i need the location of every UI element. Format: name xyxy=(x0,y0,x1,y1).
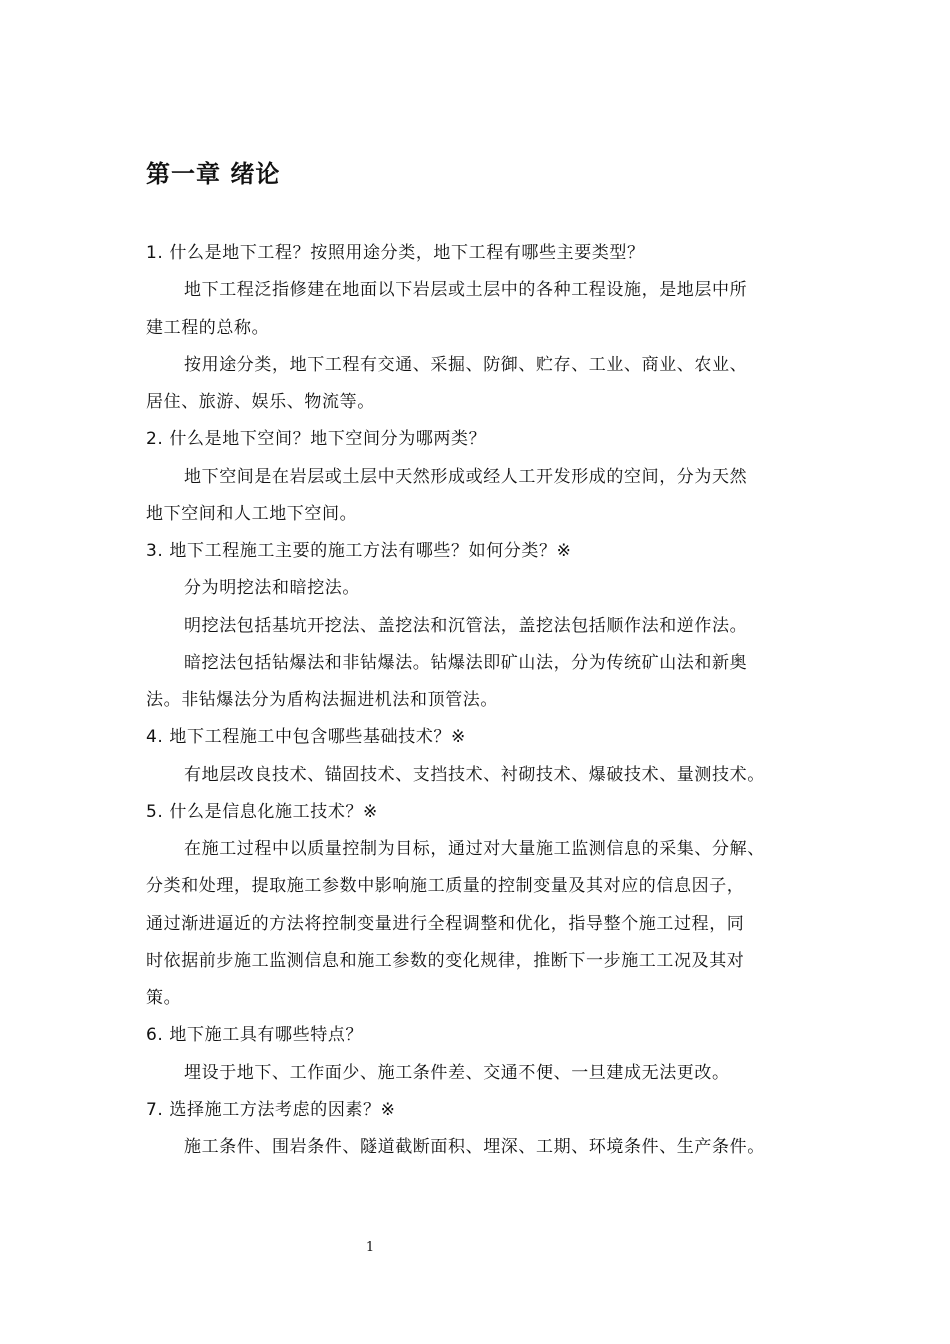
question-7: 7. 选择施工方法考虑的因素？※ xyxy=(146,1100,396,1120)
answer-2-line-2: 地下空间和人工地下空间。 xyxy=(146,504,358,524)
answer-5-line-3: 通过渐进逼近的方法将控制变量进行全程调整和优化，指导整个施工过程，同 xyxy=(146,914,745,934)
answer-3-line-3: 暗挖法包括钻爆法和非钻爆法。钻爆法即矿山法，分为传统矿山法和新奥 xyxy=(184,653,748,673)
question-4: 4. 地下工程施工中包含哪些基础技术？※ xyxy=(146,727,466,747)
answer-4-line-1: 有地层改良技术、锚固技术、支挡技术、衬砌技术、爆破技术、量测技术。 xyxy=(184,765,765,785)
answer-1-line-3: 按用途分类，地下工程有交通、采掘、防御、贮存、工业、商业、农业、 xyxy=(184,355,748,375)
answer-1-line-1: 地下工程泛指修建在地面以下岩层或土层中的各种工程设施，是地层中所 xyxy=(184,280,748,300)
answer-2-line-1: 地下空间是在岩层或土层中天然形成或经人工开发形成的空间，分为天然 xyxy=(184,467,748,487)
answer-5-line-2: 分类和处理，提取施工参数中影响施工质量的控制变量及其对应的信息因子， xyxy=(146,876,745,896)
answer-1-line-2: 建工程的总称。 xyxy=(146,318,270,338)
chapter-title: 第一章 绪论 xyxy=(146,160,281,188)
question-6: 6. 地下施工具有哪些特点？ xyxy=(146,1025,364,1045)
answer-1-line-4: 居住、旅游、娱乐、物流等。 xyxy=(146,392,375,412)
answer-5-line-5: 策。 xyxy=(146,988,182,1008)
answer-5-line-4: 时依据前步施工监测信息和施工参数的变化规律，推断下一步施工工况及其对 xyxy=(146,951,745,971)
answer-5-line-1: 在施工过程中以质量控制为目标，通过对大量施工监测信息的采集、分解、 xyxy=(184,839,765,859)
question-2: 2. 什么是地下空间？地下空间分为哪两类？ xyxy=(146,429,487,449)
question-1: 1. 什么是地下工程？按照用途分类，地下工程有哪些主要类型？ xyxy=(146,243,645,263)
question-5: 5. 什么是信息化施工技术？※ xyxy=(146,802,378,822)
answer-3-line-2: 明挖法包括基坑开挖法、盖挖法和沉管法，盖挖法包括顺作法和逆作法。 xyxy=(184,616,748,636)
question-3: 3. 地下工程施工主要的施工方法有哪些？如何分类？※ xyxy=(146,541,572,561)
answer-3-line-4: 法。非钻爆法分为盾构法掘进机法和顶管法。 xyxy=(146,690,498,710)
answer-3-line-1: 分为明挖法和暗挖法。 xyxy=(184,578,360,598)
page-number: 1 xyxy=(365,1240,375,1255)
answer-7-line-1: 施工条件、围岩条件、隧道截断面积、埋深、工期、环境条件、生产条件。 xyxy=(184,1137,765,1157)
answer-6-line-1: 埋设于地下、工作面少、施工条件差、交通不便、一旦建成无法更改。 xyxy=(184,1063,730,1083)
